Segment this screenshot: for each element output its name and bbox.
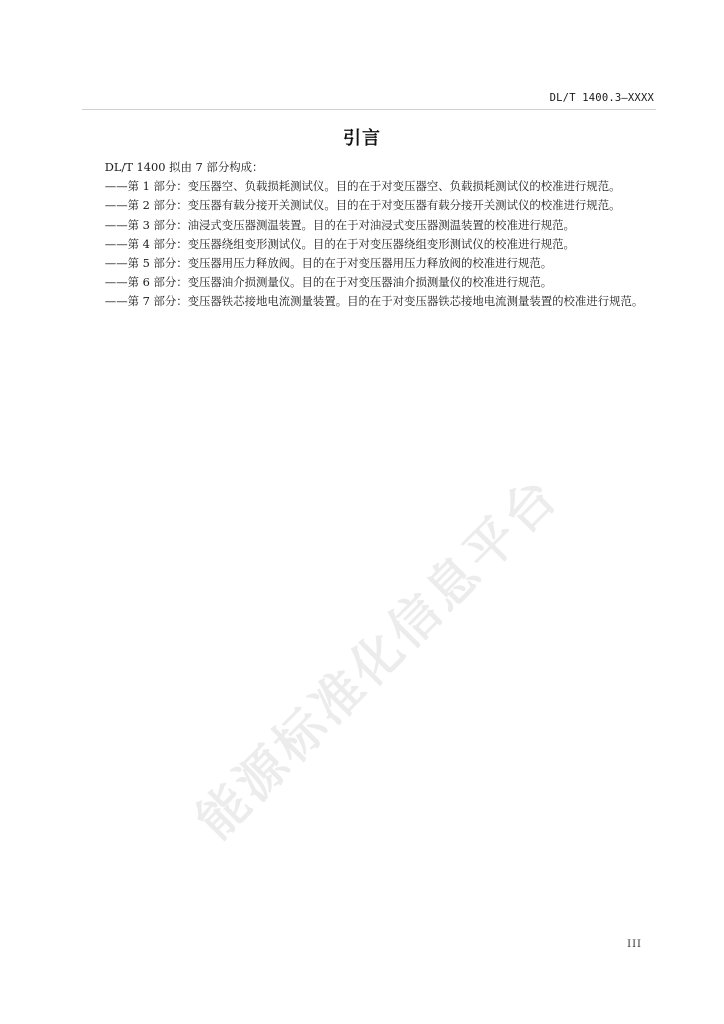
header-divider — [82, 109, 656, 110]
part-6-paragraph: ——第 6 部分：变压器油介损测量仪。目的在于对变压器油介损测量仪的校准进行规范。 — [104, 275, 553, 290]
part-5-paragraph: ——第 5 部分：变压器用压力释放阀。目的在于对变压器用压力释放阀的校准进行规范。 — [104, 256, 553, 271]
part-1-paragraph: ——第 1 部分：变压器空、负载损耗测试仪。目的在于对变压器空、负载损耗测试仪的校准进行规范。 — [104, 179, 621, 194]
document-body — [82, 158, 656, 312]
page-number: III — [627, 939, 642, 950]
page-title: 引言 — [343, 128, 381, 149]
part-2-paragraph: ——第 2 部分：变压器有载分接开关测试仪。目的在于对变压器有载分接开关测试仪的校准进行规范。 — [104, 198, 621, 213]
part-4-paragraph: ——第 4 部分：变压器绕组变形测试仪。目的在于对变压器绕组变形测试仪的校准进行规范。 — [104, 236, 575, 251]
document-code: DL/T 1400.3—XXXX — [549, 92, 654, 104]
part-3-paragraph: ——第 3 部分：油浸式变压器测温装置。目的在于对油浸式变压器测温装置的校准进行规范。 — [104, 217, 575, 232]
intro-paragraph: DL/T 1400 拟由 7 部分构成： — [104, 160, 264, 174]
part-7-paragraph: ——第 7 部分：变压器铁芯接地电流测量装置。目的在于对变压器铁芯接地电流测量装置的校准进行规范。 — [104, 294, 644, 309]
watermark: 能源标准化信息平台 — [185, 465, 571, 851]
